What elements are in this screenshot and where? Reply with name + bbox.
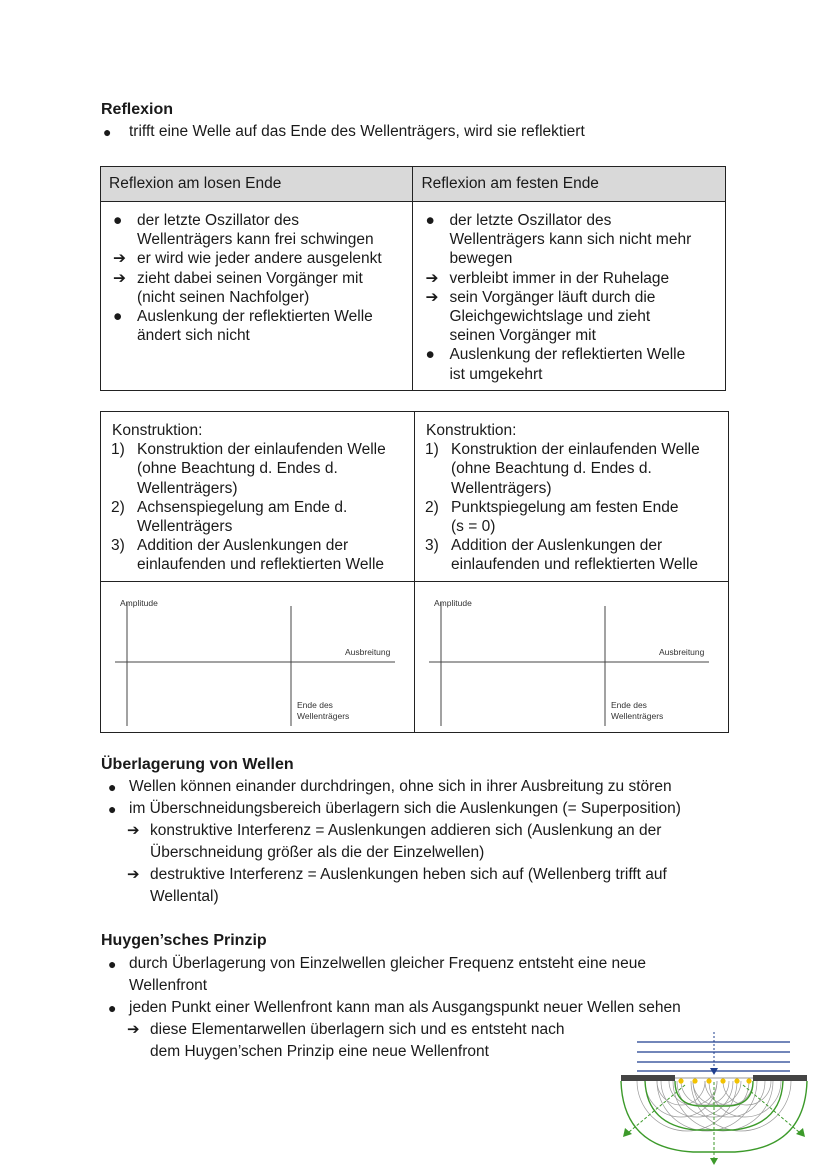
ausbreitung-label: Ausbreitung <box>659 647 705 657</box>
konstruktion-table <box>100 411 729 733</box>
huygens-arrow-line1: diese Elementarwellen überlagern sich und es entsteht nach <box>150 1021 565 1038</box>
destruktive-interferenz-2: Wellental) <box>150 888 219 905</box>
list-item: 1) Konstruktion der einlaufenden Welle (ohne Beachtung d. Endes d. Wellenträgers) <box>111 441 386 497</box>
list-item: 3) Addition der Auslenkungen der einlaufenden und reflektierten Welle <box>425 537 699 574</box>
list-item: ● der letzte Oszillator des Wellenträgers kann sich nicht mehr bewegen <box>425 212 692 268</box>
konstruktion-lose-list <box>101 412 414 575</box>
end-label-line2: Wellenträgers <box>297 711 350 721</box>
end-label-line1: Ende des <box>611 700 647 710</box>
amplitude-label: Amplitude <box>120 598 158 608</box>
list-item: ➔ zieht dabei seinen Vorgänger mit (nicht seinen Nachfolger) <box>113 269 363 306</box>
list-item: 2) Achsenspiegelung am Ende d. Wellenträgers <box>111 498 348 536</box>
section-title-ueberlagerung: Überlagerung von Wellen <box>101 756 294 773</box>
barrier-right <box>753 1075 807 1081</box>
list-item: ● der letzte Oszillator des Wellenträgers kann frei schwingen <box>113 212 374 249</box>
arrowhead-right <box>796 1128 805 1137</box>
list-item: 2) Punktspiegelung am festen Ende (s = 0) <box>425 498 679 536</box>
konstruktion-title: Konstruktion: <box>112 422 203 439</box>
barrier-left <box>621 1075 675 1081</box>
ueberlagerung-bullet-2: im Überschneidungsbereich überlagern sich die Auslenkungen (= Superposition) <box>129 800 681 817</box>
konstruktive-interferenz-1: konstruktive Interferenz = Auslenkungen addieren sich (Auslenkung an der <box>150 822 662 839</box>
bullet: ● <box>103 124 112 140</box>
list-item: ➔ er wird wie jeder andere ausgelenkt <box>113 250 382 268</box>
new-wavefronts <box>621 1081 807 1152</box>
diagram-festes-ende <box>415 582 728 732</box>
propagation-arrows <box>629 1082 799 1160</box>
diagram-loses-ende <box>101 582 414 732</box>
destruktive-interferenz-1: destruktive Interferenz = Auslenkungen heben sich auf (Wellenberg trifft auf <box>150 866 667 883</box>
huygens-bullet-1-line2: Wellenfront <box>129 977 208 994</box>
arrowhead-down <box>710 1158 718 1165</box>
list-item: ➔ sein Vorgänger läuft durch die Gleichgewichtslage und zieht seinen Vorgänger mit <box>425 288 656 345</box>
reflexion-intro: trifft eine Welle auf das Ende des Wellenträgers, wird sie reflektiert <box>129 123 585 140</box>
list-item: ● Auslenkung der reflektierten Welle ändert sich nicht <box>113 308 373 345</box>
festes-ende-list <box>413 202 725 384</box>
section-title-huygens: Huygen’sches Prinzip <box>101 932 267 949</box>
end-label-line1: Ende des <box>297 700 333 710</box>
list-item: 1) Konstruktion der einlaufenden Welle (ohne Beachtung d. Endes d. Wellenträgers) <box>425 441 700 497</box>
bullet: ● <box>108 801 117 817</box>
arrow-marker: ➔ <box>127 866 140 883</box>
huygens-illustration <box>615 1030 817 1166</box>
arrow-marker: ➔ <box>127 1021 140 1038</box>
ausbreitung-label: Ausbreitung <box>345 647 391 657</box>
amplitude-label: Amplitude <box>434 598 472 608</box>
loses-ende-list <box>101 202 412 345</box>
end-label-line2: Wellenträgers <box>611 711 664 721</box>
list-item: ➔ verbleibt immer in der Ruhelage <box>425 269 670 287</box>
bullet: ● <box>108 956 117 972</box>
ueberlagerung-bullet-1: Wellen können einander durchdringen, ohne sich in ihrer Ausbreitung zu stören <box>129 778 672 795</box>
bullet: ● <box>108 779 117 795</box>
bullet: ● <box>108 1000 117 1016</box>
konstruktion-title: Konstruktion: <box>426 422 517 439</box>
arrowhead-left <box>623 1128 632 1137</box>
konstruktion-fest-list <box>415 412 728 575</box>
header-festes-ende: Reflexion am festen Ende <box>413 167 726 202</box>
huygens-arrow-line2: dem Huygen’schen Prinzip eine neue Wellenfront <box>150 1043 489 1060</box>
huygens-bullet-2: jeden Punkt einer Wellenfront kann man als Ausgangspunkt neuer Wellen sehen <box>129 999 681 1016</box>
huygens-bullet-1-line1: durch Überlagerung von Einzelwellen gleicher Frequenz entsteht eine neue <box>129 955 646 972</box>
reflexion-table <box>100 166 726 391</box>
header-loses-ende: Reflexion am losen Ende <box>101 167 413 202</box>
list-item: 3) Addition der Auslenkungen der einlaufenden und reflektierten Welle <box>111 537 385 574</box>
list-item: ● Auslenkung der reflektierten Welle ist umgekehrt <box>425 346 686 383</box>
section-title-reflexion: Reflexion <box>101 101 174 118</box>
konstruktive-interferenz-2: Überschneidung größer als die der Einzelwellen) <box>150 844 485 861</box>
arrow-marker: ➔ <box>127 822 140 839</box>
